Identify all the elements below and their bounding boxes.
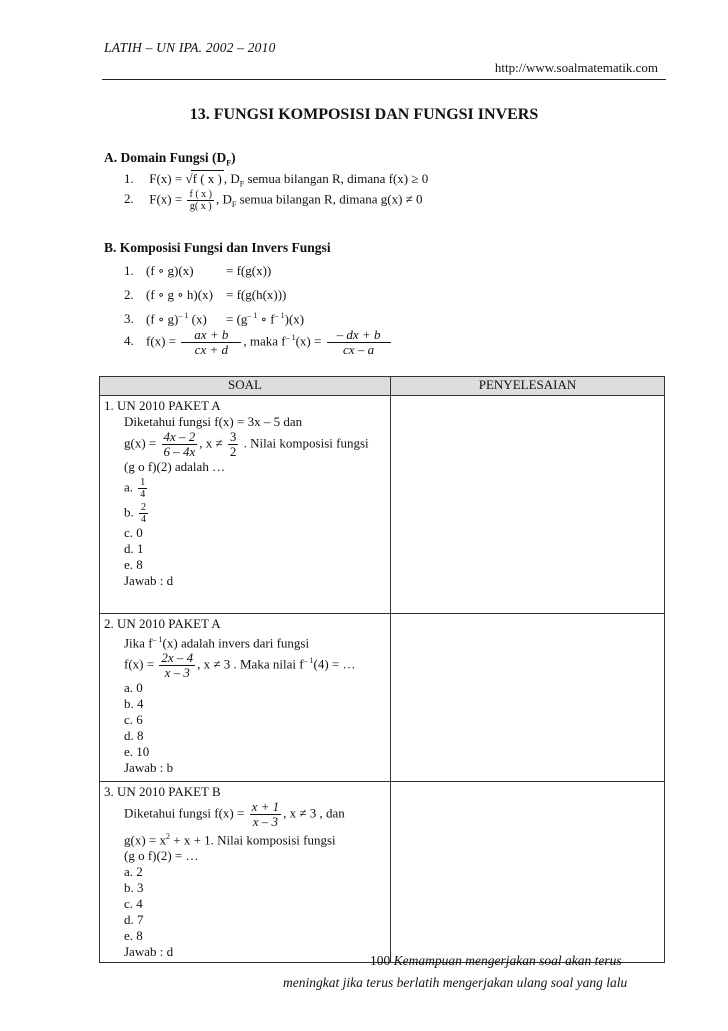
section-a-heading: A. Domain Fungsi $(D_F)$ [104,150,236,168]
problem-2: 2. UN 2010 PAKET A Jika $f^{- 1}(x)$ adalah invers dari fungsi f(x) = $\frac{2x - 4}{x - 3}$ , x ≠ 3 . Maka nilai $f^{- 1}(4)$ = … a. 0 b. 4 c. 6 d. 8 e. 10 Jawab : b [100,614,391,782]
composition-item-2: 2. (f ∘ g ∘ h)(x) = f(g(h(x))) [124,287,287,302]
header-rule [102,79,666,80]
section-b-heading: B. Komposisi Fungsi dan Invers Fungsi [104,240,331,255]
problem-3: 3. UN 2010 PAKET B Diketahui fungsi f(x) = $\frac{x + 1}{x - 3}$ , x ≠ 3 , dan $g(x) = x^2 + x + 1$. Nilai komposisi fungsi (g o f)(2) = … a. 2 b. 3 c. 4 d. 7 e. 8 Jawab : d [100,782,391,963]
col-penyelesaian-header: PENYELESAIAN [391,377,665,396]
col-soal-header: SOAL [100,377,391,396]
domain-item-2: 2. F(x) = $\frac{f ( x )}{g( x )}$ , $D_F$ semua bilangan R, dimana g(x) ≠ 0 [124,189,423,212]
page-number: 100 [370,953,391,968]
composition-item-4: 4. f(x) = $\frac{ax + b}{cx + d}$ , maka $f^{- 1}(x)$ = $\frac{- dx + b}{cx - a}$ [124,328,393,357]
solution-2 [391,614,665,782]
composition-item-3: 3. (f ∘ g)$^{- 1}$ $(x) = (g^{- 1}$ ∘ $f^{- 1})(x)$ [124,311,305,327]
problem-row-1 [100,396,665,614]
sqrt-symbol: √ [185,171,193,186]
domain-item-1: 1. F(x) = √f ( x ) , $D_F$ semua bilangan R, dimana f(x) ≥ 0 [124,171,429,189]
footer-line-1 [370,953,622,969]
solution-3 [391,782,665,963]
problem-row-2 [100,614,665,782]
problem-table [99,376,665,963]
problem-row-3 [100,782,665,963]
header-url: http://www.soalmatematik.com [494,60,658,75]
page-title: 13. FUNGSI KOMPOSISI DAN FUNGSI INVERS [189,106,539,123]
composition-item-1: 1. (f ∘ g)(x) = f(g(x)) [124,263,272,278]
footer-motto-1: Kemampuan mengerjakan soal akan terus [393,953,622,968]
solution-1 [391,396,665,614]
header-left: LATIH – UN IPA. 2002 – 2010 [104,40,276,55]
problem-1: 1. UN 2010 PAKET A Diketahui fungsi f(x) = 3x – 5 dan g(x) = $\frac{4x - 2}{6 - 4x}$ , x ≠ $\frac{3}{2}$ . Nilai komposisi fungsi (g o f)(2) adalah … a. $\frac{1}{4}$ b. $\frac{2}{4}$ c. 0 d. 1 e. 8 Jawab : d [100,396,391,614]
footer-motto-2: meningkat jika terus berlatih mengerjakan ulang soal yang lalu [283,975,628,990]
